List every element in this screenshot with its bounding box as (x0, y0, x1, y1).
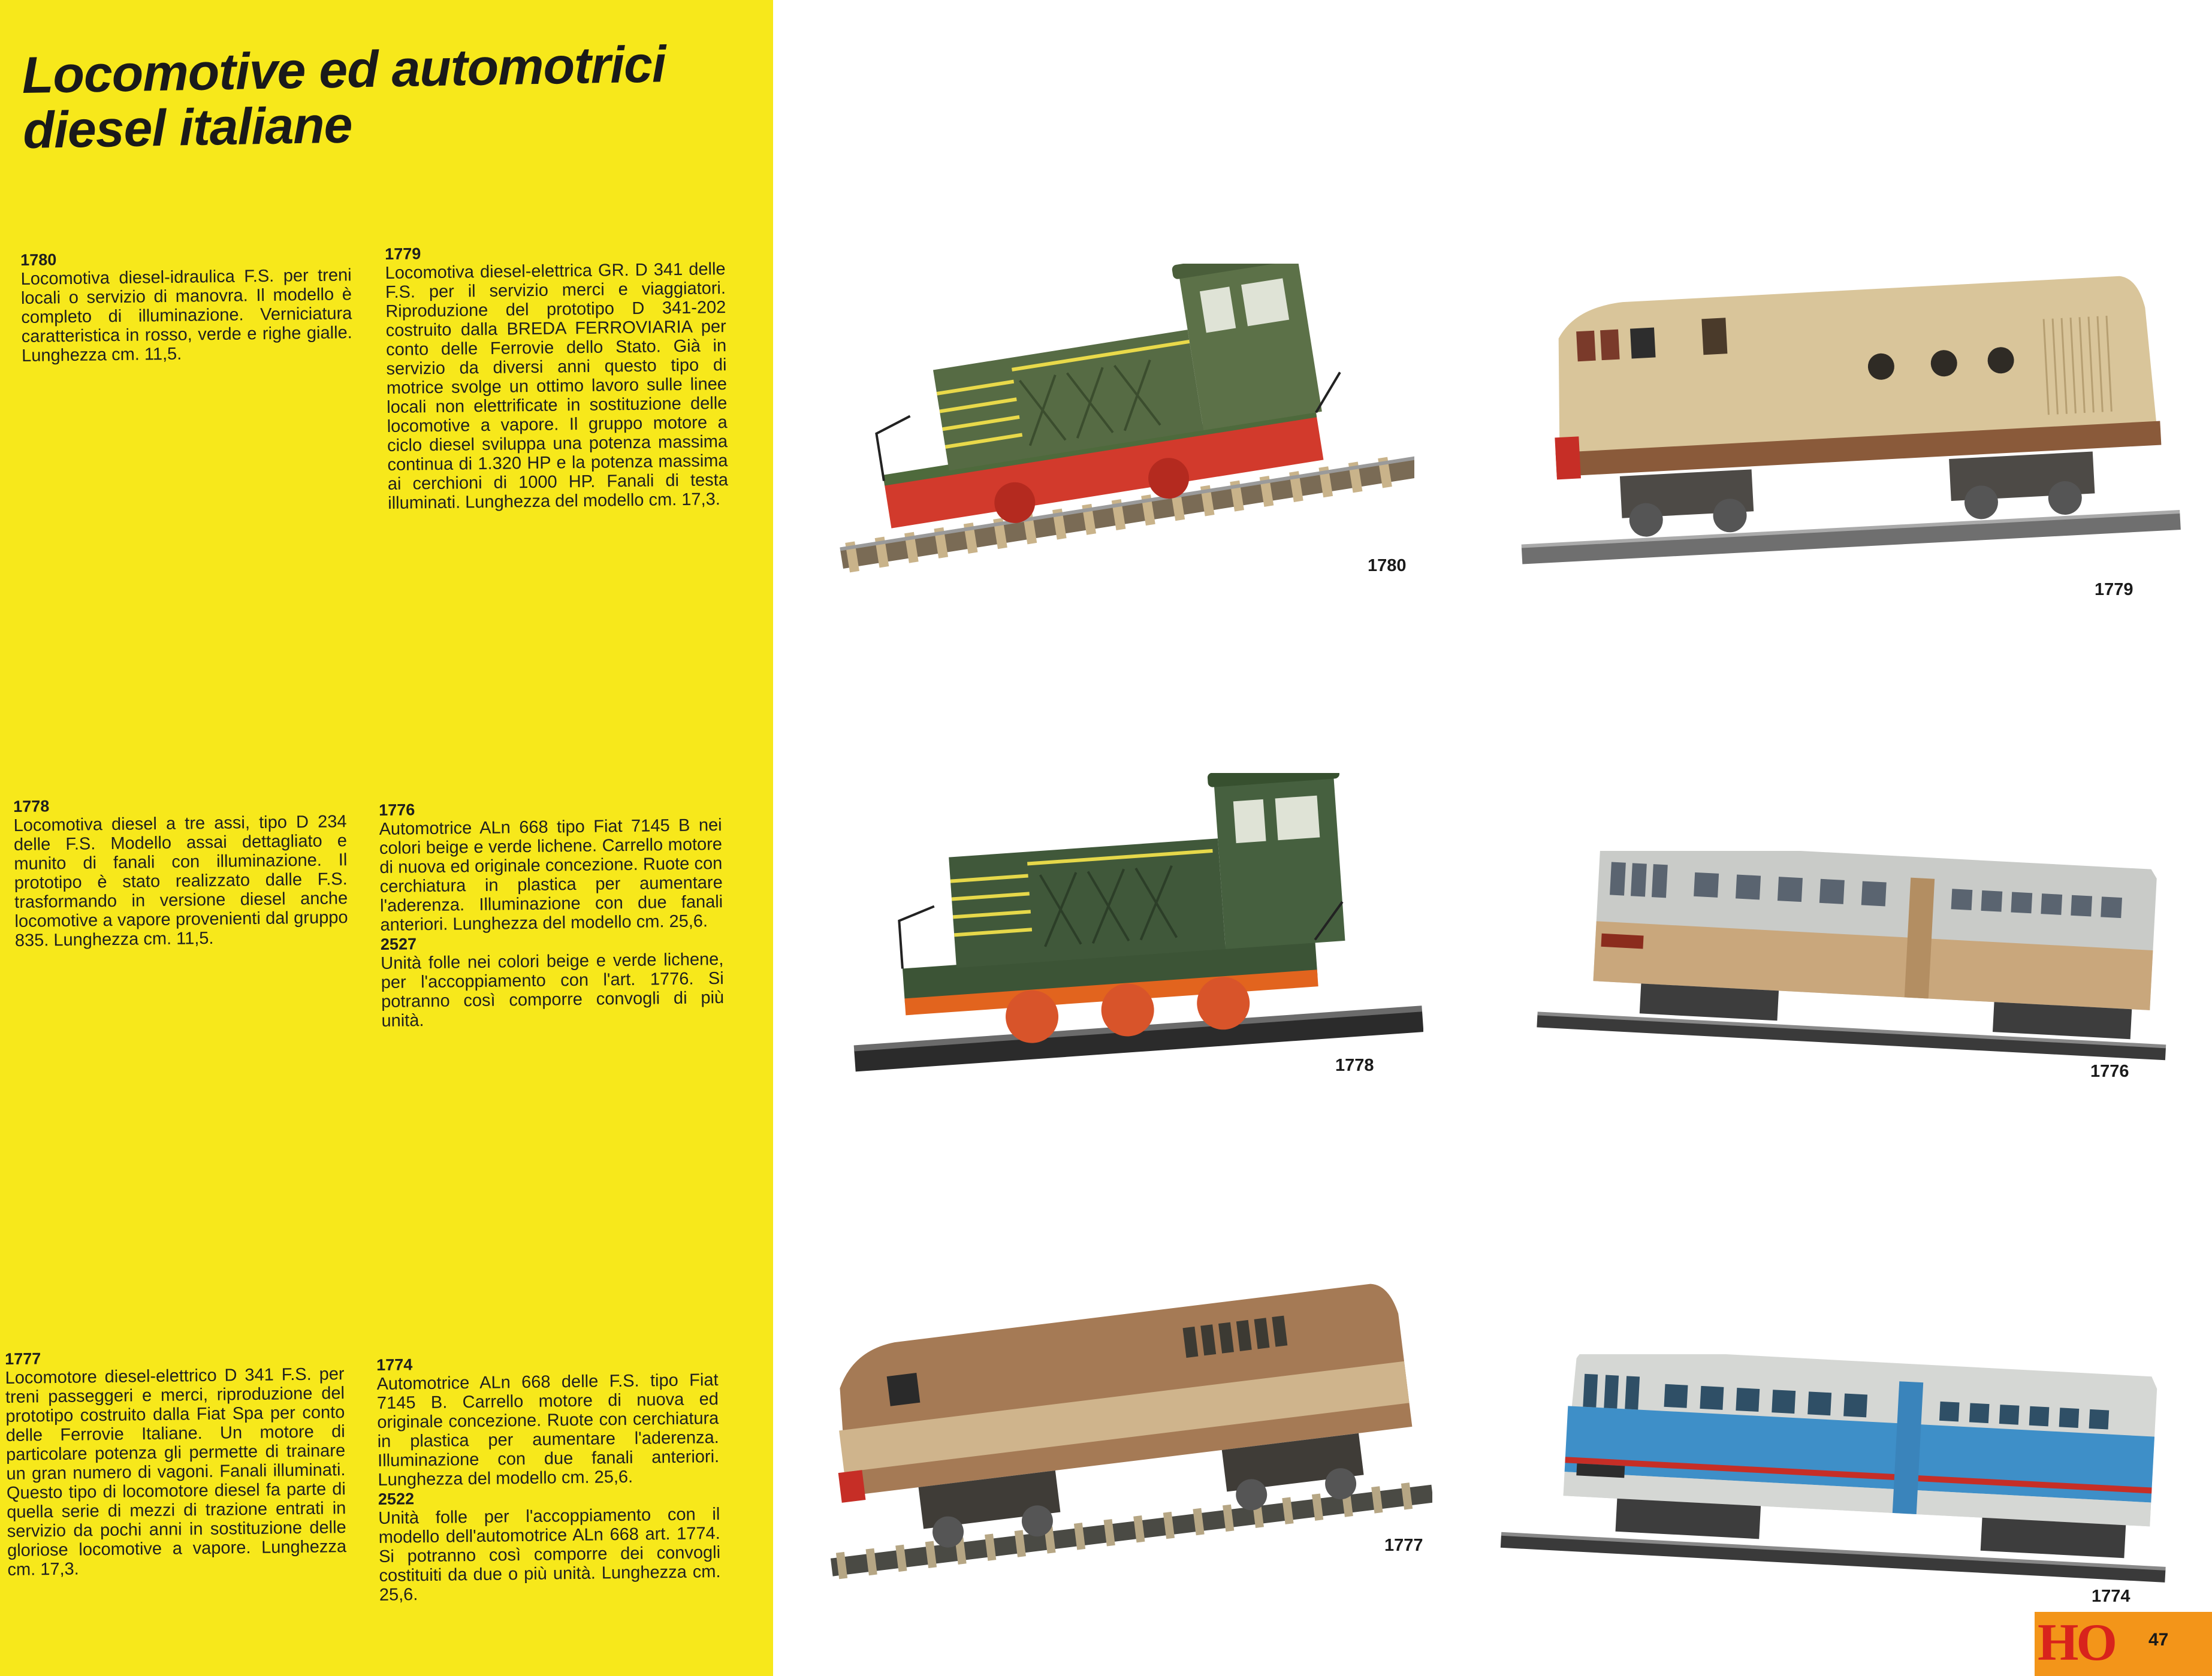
photo-caption-1779: 1779 (2095, 580, 2133, 599)
entry-1777 (5, 1345, 347, 1580)
entry-code-secondary: 2527 (380, 935, 417, 953)
entry-1780 (20, 246, 352, 366)
entry-1778 (13, 793, 348, 950)
photo-1780 (827, 264, 1414, 599)
page-title-line-1: Locomotive ed automotrici (21, 35, 666, 104)
entry-description: Locomotiva diesel-elettrica GR. D 341 delle F.S. per il servizio merci e viaggiatori. Riproduzione del prototipo D 341-202 costruito dalla BREDA FERROVIARIA per conto delle Ferrovie dello Stato. Già in servizio da diversi anni questo tipo di motrice svolge un ottimo lavoro sulle linee locali non elettrificate in sostituzione delle locomotive a vapore. Il gruppo motore a ciclo diesel sviluppa una potenza massima continua di 1.320 HP e la potenza massima ai cerchioni di 1000 HP. Fanali di testa illuminati. Lunghezza del modello cm. 17,3. (385, 259, 729, 513)
entry-description-secondary: Unità folle nei colori beige e verde lichene, per l'accoppiamento con l'art. 1776. Si potranno così comporre convogli di più unità. (381, 949, 725, 1031)
photo-caption-1776: 1776 (2090, 1062, 2129, 1081)
entry-description: Automotrice ALn 668 tipo Fiat 7145 B nei colori beige e verde lichene. Carrello motore di nuova ed originale concezione. Ruote con cerchiatura in plastica per aumentare l'aderenza. Illuminazione con due fanali anteriori. Lunghezza del modello cm. 25,6. (379, 816, 723, 935)
entry-description: Locomotiva diesel a tre assi, tipo D 234 delle F.S. Modello assai dettagliato e munito di fanali con illuminazione. Il prototipo è stato realizzato dalle F.S. trasformando in versione diesel anche locomotive a vapore provenienti dal gruppo 835. Lunghezza cm. 11,5. (13, 812, 348, 950)
ho-scale-logo: HO (2038, 1614, 2115, 1672)
entry-1779 (385, 240, 728, 513)
page-title (22, 35, 761, 158)
entry-code: 1779 (385, 244, 421, 263)
photo-1778 (836, 773, 1423, 1097)
photo-caption-1778: 1778 (1335, 1056, 1374, 1075)
photo-1779 (1510, 258, 2181, 593)
entry-1776 (379, 796, 725, 1031)
three-axle-diesel-locomotive-illustration (836, 773, 1423, 1097)
entry-code: 1776 (379, 801, 415, 819)
beige-railcar-illustration (1534, 851, 2175, 1079)
photo-1777 (815, 1282, 1432, 1594)
page-number: 47 (2148, 1630, 2169, 1650)
entry-description: Locomotiva diesel-idraulica F.S. per treni locali o servizio di manovra. Il modello è completo di illuminazione. Verniciatura caratteristica in rosso, verde e righe gialle. Lunghezza cm. 11,5. (20, 265, 352, 366)
photo-caption-1774: 1774 (2092, 1587, 2130, 1606)
photo-1776 (1534, 851, 2175, 1079)
entry-code: 1780 (20, 250, 57, 269)
entry-description: Locomotore diesel-elettrico D 341 F.S. per treni passeggeri e merci, riproduzione del prototipo costruito dalla Fiat Spa per conto delle Ferrovie Italiane. Un motore di particolare potenza gli permette di trainare un gran numero di vagoni. Fanali illuminati. Questo tipo di locomotore diesel fa parte di quella serie di mezzi di trazione entrati in servizio da pochi anni in sostituzione delle gloriose locomotive a vapore. Lunghezza cm. 17,3. (5, 1364, 347, 1580)
entry-code: 1774 (376, 1355, 413, 1374)
shunting-locomotive-illustration (827, 264, 1414, 599)
photo-caption-1777: 1777 (1384, 1536, 1423, 1555)
photo-caption-1780: 1780 (1368, 556, 1407, 575)
entry-description: Automotrice ALn 668 delle F.S. tipo Fiat 7145 B. Carrello motore di nuova ed originale concezione. Ruote con cerchiatura in plastica per aumentare l'aderenza. Illuminazione con due fanali anteriori. Lunghezza del modello cm. 25,6. (376, 1370, 720, 1490)
entry-code: 1778 (13, 797, 50, 816)
page-title-line-2: diesel italiane (22, 96, 353, 159)
entry-1774 (376, 1351, 721, 1605)
photo-1774 (1498, 1354, 2175, 1606)
brown-diesel-locomotive-illustration (815, 1282, 1432, 1594)
entry-code: 1777 (5, 1349, 41, 1368)
entry-description-secondary: Unità folle per l'accoppiamento con il modello dell'automotrice ALn 668 art. 1774. Si potranno così comporre dei convogli costituiti da due o più unità. Lunghezza cm. 25,6. (378, 1505, 721, 1605)
diesel-electric-locomotive-illustration (1510, 258, 2181, 593)
blue-railcar-illustration (1498, 1354, 2175, 1606)
entry-code-secondary: 2522 (378, 1490, 415, 1508)
